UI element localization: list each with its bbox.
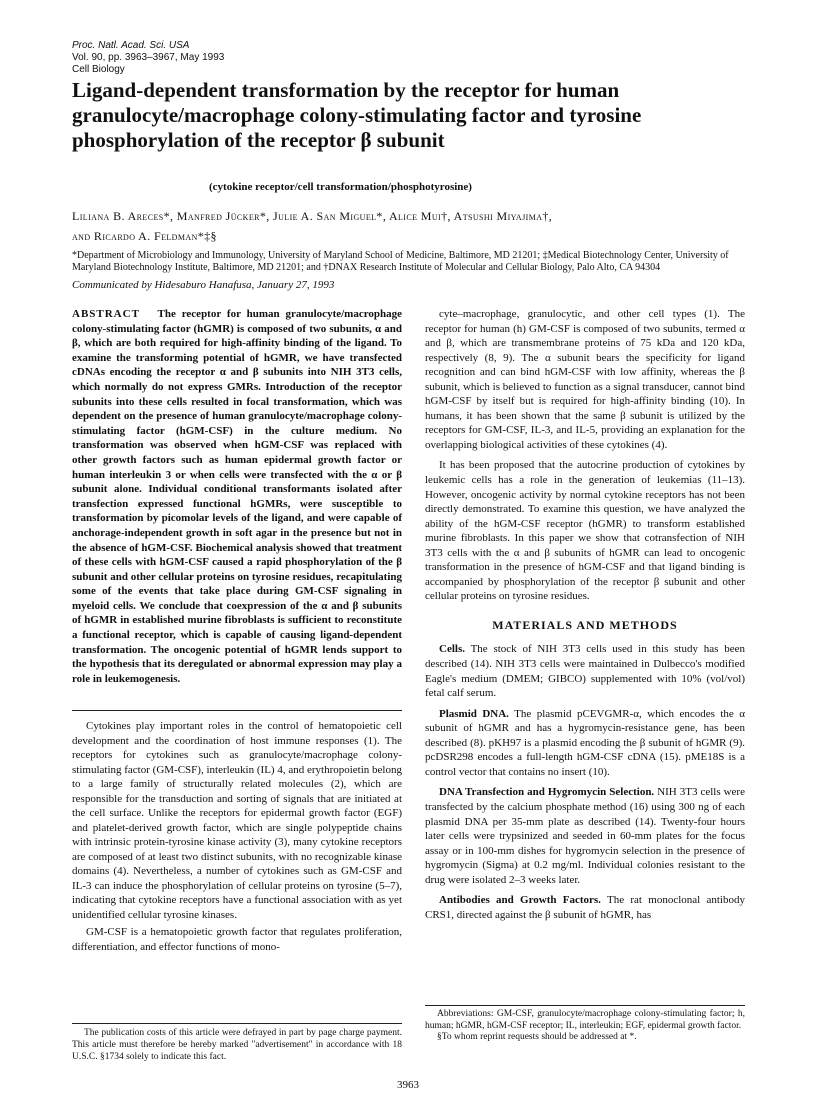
methods-paragraph <box>425 785 745 887</box>
affiliations: *Department of Microbiology and Immunology, University of Maryland School of Medicine, Baltimore, MD 21201; ‡Medical Biotechnology Center, University of Maryland Biotechnology Institute, Baltimore, MD 21201; and †DNAX Research Institute of Molecular and Cellular Biology, Palo Alto, CA 94304 <box>72 250 729 273</box>
body-paragraph: Cytokines play important roles in the control of hematopoietic cell development and the coordination of host immune responses (1). The receptors for cytokines such as granulocyte/macrophage colony-stimulating factor (GM-CSF), interleukin (IL) 4, and erythropoietin belong to a large family of structurally related molecules (2), which are responsible for the transduction and sorting of signals that are initiated at the cell surface. Unlike the receptors for epidermal growth factor (EGF) and platelet-derived growth factor, which are single polypeptide chains with intrinsic protein-tyrosine kinase activity (3), many cytokine receptors are composed of at least two distinct subunits, with no recognizable kinase domains (4). Nevertheless, a number of cytokines such as GM-CSF and IL-3 can induce the phosphorylation of cellular proteins on tyrosine (5–7), indicating that cytokine receptors have a functional association with as yet unidentified cellular tyrosine kinases. <box>72 720 402 921</box>
body-paragraph: GM-CSF is a hematopoietic growth factor that regulates proliferation, differentiation, and effector functions of mono- <box>72 926 402 953</box>
author-list <box>72 206 762 246</box>
communicated-by: Communicated by Hidesaburo Hanafusa, January 27, 1993 <box>72 279 335 291</box>
publication-cost-footnote <box>72 1023 402 1063</box>
abbreviations-text: Abbreviations: GM-CSF, granulocyte/macrophage colony-stimulating factor; h, human; hGMR, hGM-CSF receptor; IL, interleukin; EGF, epidermal growth factor. <box>425 1009 745 1031</box>
abstract-text: The receptor for human granulocyte/macrophage colony-stimulating factor (hGMR) is composed of two subunits, α and β, which are both required for high-affinity binding of the ligand. To examine the transforming potential of hGMR, we have transfected cDNAs encoding the receptor α and β subunits into NIH 3T3 cells, which normally do not express GMRs. Introduction of the receptor subunits into these cells resulted in focal transformation, which was dependent on the presence of human granulocyte/macrophage colony-stimulating factor (hGM-CSF) in the culture medium. No transformation was observed when hGM-CSF was replaced with other growth factors such as human epidermal growth factor or human interleukin 3 or when cells were transfected with the α or β subunit alone. Individual conditional transformants isolated after transfection expressed functional hGMRs, were susceptible to transformation by picomolar levels of the ligand, and were capable of anchorage-independent growth in soft agar in the presence but not in the absence of hGM-CSF. Biochemical analysis showed that treatment of these cells with hGM-CSF caused a rapid phosphorylation of the β subunit and other cellular proteins on tyrosine residues, recapitulating some of the events that take place during GM-CSF signaling in myeloid cells. We conclude that coexpression of the α and β subunits of hGMR in established murine fibroblasts is sufficient to reconstitute a functional receptor, which is capable of causing ligand-dependent transformation. The oncogenic potential of hGMR lends support to the hypothesis that its deregulated or abnormal expression may play a role in leukemogenesis. <box>72 308 403 685</box>
right-column-body <box>425 307 745 928</box>
methods-paragraph <box>425 642 745 700</box>
abbreviations-footnote <box>425 1005 745 1044</box>
keywords: (cytokine receptor/cell transformation/phosphotyrosine) <box>209 181 472 193</box>
journal-name: Proc. Natl. Acad. Sci. USA <box>72 40 190 51</box>
runin-heading: Plasmid DNA. <box>439 707 509 720</box>
left-column-body <box>72 719 402 957</box>
methods-text: The plasmid pCEVGMR-α, which encodes the α subunit of hGMR and has a hygromycin-resistance gene, has been described (8). pKH97 is a plasmid encoding the β subunit of hGMR (9). pcDSR298 encodes a full-length hGM-CSF cDNA (15). pME18S is a control vector that contains no insert (10). <box>425 707 745 778</box>
footnote-divider <box>72 1023 402 1024</box>
body-paragraph: cyte–macrophage, granulocytic, and other cell types (1). The receptor for human (h) GM-CSF is composed of two subunits, termed α and β, which are transmembrane proteins of 75 kDa and 120 kDa, respectively (8, 9). The α subunit bears the specificity for ligand recognition and can bind hGM-CSF with low affinity, whereas the β subunit, which is believed to function as a signal transducer, cannot bind hGM-CSF by itself but is required for high-affinity binding (10). In humans, it has been shown that the same β subunit is utilized by the receptors for GM-CSF, IL-3, and IL-5, providing an explanation for the overlapping biological activities of these cytokines (4). <box>425 308 745 451</box>
page-number: 3963 <box>397 1079 419 1091</box>
section-heading-methods: MATERIALS AND METHODS <box>492 617 678 632</box>
reprint-note: §To whom reprint requests should be addressed at *. <box>437 1032 637 1042</box>
authors-line-1: Liliana B. Areces*, Manfred Jücker*, Julie A. San Miguel*, Alice Mui†, Atsushi Miyajima†, <box>72 209 553 223</box>
methods-text: The rat monoclonal antibody CRS1, directed against the β subunit of hGMR, has <box>425 894 745 921</box>
methods-paragraph <box>425 893 745 922</box>
article-title: Ligand-dependent transformation by the receptor for human granulocyte/macrophage colony-stimulating factor and tyrosine phosphorylation of the receptor β subunit <box>72 78 642 152</box>
abstract <box>72 307 402 686</box>
methods-text: NIH 3T3 cells were transfected by the calcium phosphate method (16) using 300 ng of each plasmid DNA per 35-mm plate as described (14). Twenty-four hours later cells were trypsinized and seeded in 60-mm plates for the focus assay or in 100-mm dishes for hygromycin selection in the presence of hygromycin (Sigma) at 0.2 mg/ml. Individual colonies resistant to the drug were isolated 2–3 weeks later. <box>425 786 745 886</box>
runin-heading: DNA Transfection and Hygromycin Selection. <box>439 786 655 799</box>
journal-section: Cell Biology <box>72 64 125 75</box>
methods-text: The stock of NIH 3T3 cells used in this study has been described (14). NIH 3T3 cells were maintained in Dulbecco's modified Eagle's medium (DMEM; GIBCO) supplemented with 10% (vol/vol) fetal calf serum. <box>425 643 745 700</box>
footnote-text: The publication costs of this article were defrayed in part by page charge payment. This article must therefore be hereby marked "advertisement" in accordance with 18 U.S.C. §1734 solely to indicate this fact. <box>72 1028 402 1062</box>
methods-paragraph <box>425 707 745 780</box>
authors-line-2: and Ricardo A. Feldman*‡§ <box>72 229 217 243</box>
abstract-label: ABSTRACT <box>72 308 140 320</box>
footnote-divider <box>425 1005 745 1006</box>
runin-heading: Antibodies and Growth Factors. <box>439 894 601 907</box>
body-paragraph: It has been proposed that the autocrine production of cytokines by leukemic cells has a role in the generation of leukemias (11–13). However, oncogenic activity by normal cytokine receptors has not been directly demonstrated. To examine this question, we have analyzed the ability of the hGM-CSF receptor (hGMR) to transform established murine fibroblasts. In this paper we show that cotransfection of NIH 3T3 cells with the α and β subunits of hGMR can lead to oncogenic transformation in the presence of hGM-CSF and that ligand binding is accompanied by phosphorylation of the receptor β subunit and other cellular proteins on tyrosine residues. <box>425 459 745 603</box>
journal-volume: Vol. 90, pp. 3963–3967, May 1993 <box>72 52 225 63</box>
runin-heading: Cells. <box>439 643 465 656</box>
journal-header <box>72 40 224 76</box>
abstract-divider <box>72 710 402 711</box>
